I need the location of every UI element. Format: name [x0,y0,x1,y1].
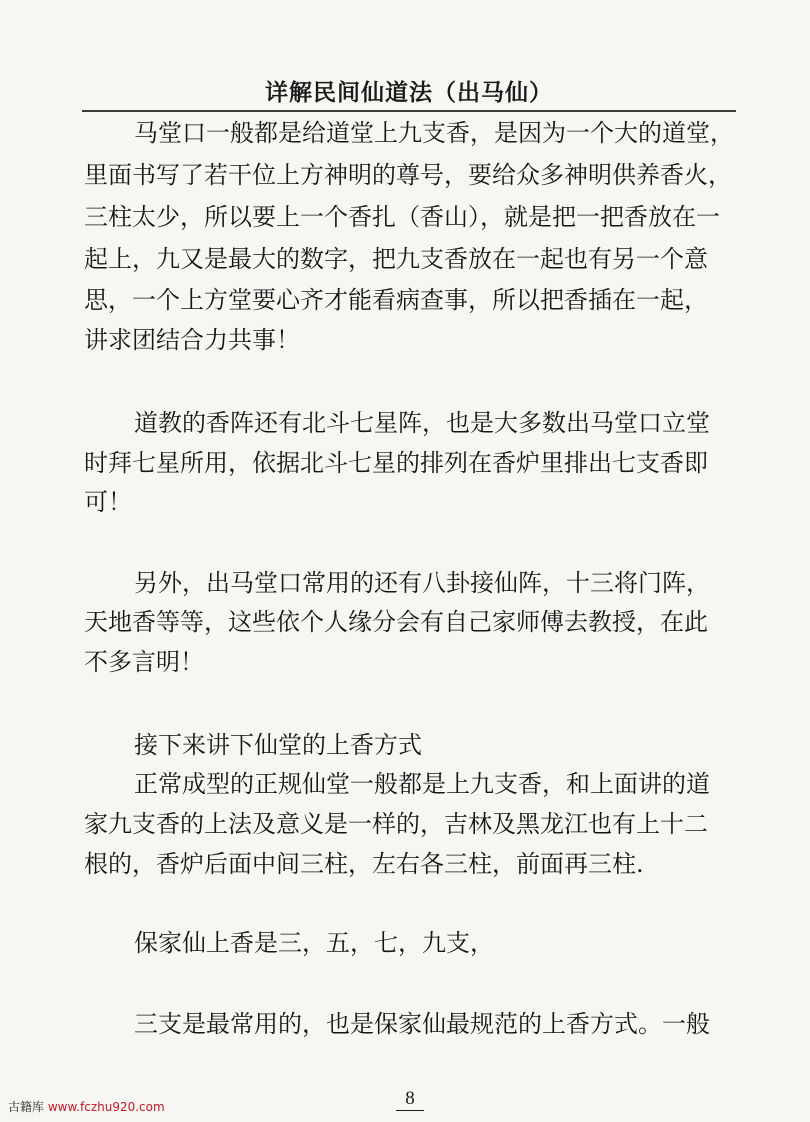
text-line: 道教的香阵还有北斗七星阵，也是大多数出马堂口立堂 [134,409,710,437]
text-line: 保家仙上香是三，五，七，九支， [134,929,494,957]
text-line: 时拜七星所用，依据北斗七星的排列在香炉里排出七支香即 [84,449,708,477]
book-title: 详解民间仙道法（出马仙） [265,80,553,106]
text-line: 起上，九又是最大的数字，把九支香放在一起也有另一个意 [84,245,708,273]
section-heading: 接下来讲下仙堂的上香方式 [134,731,422,759]
text-line: 讲求团结合力共事！ [84,326,300,354]
text-line: 可！ [84,488,132,516]
page-number: 8 [396,1088,424,1111]
site-name: 古籍库 [8,1100,45,1114]
site-url: www.fczhu920.com [47,1100,165,1114]
watermark-site [8,1098,165,1115]
text-line: 三支是最常用的，也是保家仙最规范的上香方式。一般 [134,1010,710,1038]
text-line: 另外，出马堂口常用的还有八卦接仙阵，十三将门阵， [134,569,710,597]
text-line: 家九支香的上法及意义是一样的，吉林及黑龙江也有上十二 [84,810,708,838]
text-line: 马堂口一般都是给道堂上九支香，是因为一个大的道堂， [134,119,734,147]
text-line: 三柱太少，所以要上一个香扎（香山），就是把一把香放在一 [84,203,720,231]
text-line: 思，一个上方堂要心齐才能看病查事，所以把香插在一起， [84,286,708,314]
text-line: 根的，香炉后面中间三柱，左右各三柱，前面再三柱. [84,850,644,878]
text-line: 不多言明！ [84,648,204,676]
text-line: 天地香等等，这些依个人缘分会有自己家师傅去教授，在此 [84,608,708,636]
text-line: 正常成型的正规仙堂一般都是上九支香，和上面讲的道 [134,770,710,798]
text-line: 里面书写了若干位上方神明的尊号，要给众多神明供养香火， [84,161,732,189]
running-header [82,66,736,112]
